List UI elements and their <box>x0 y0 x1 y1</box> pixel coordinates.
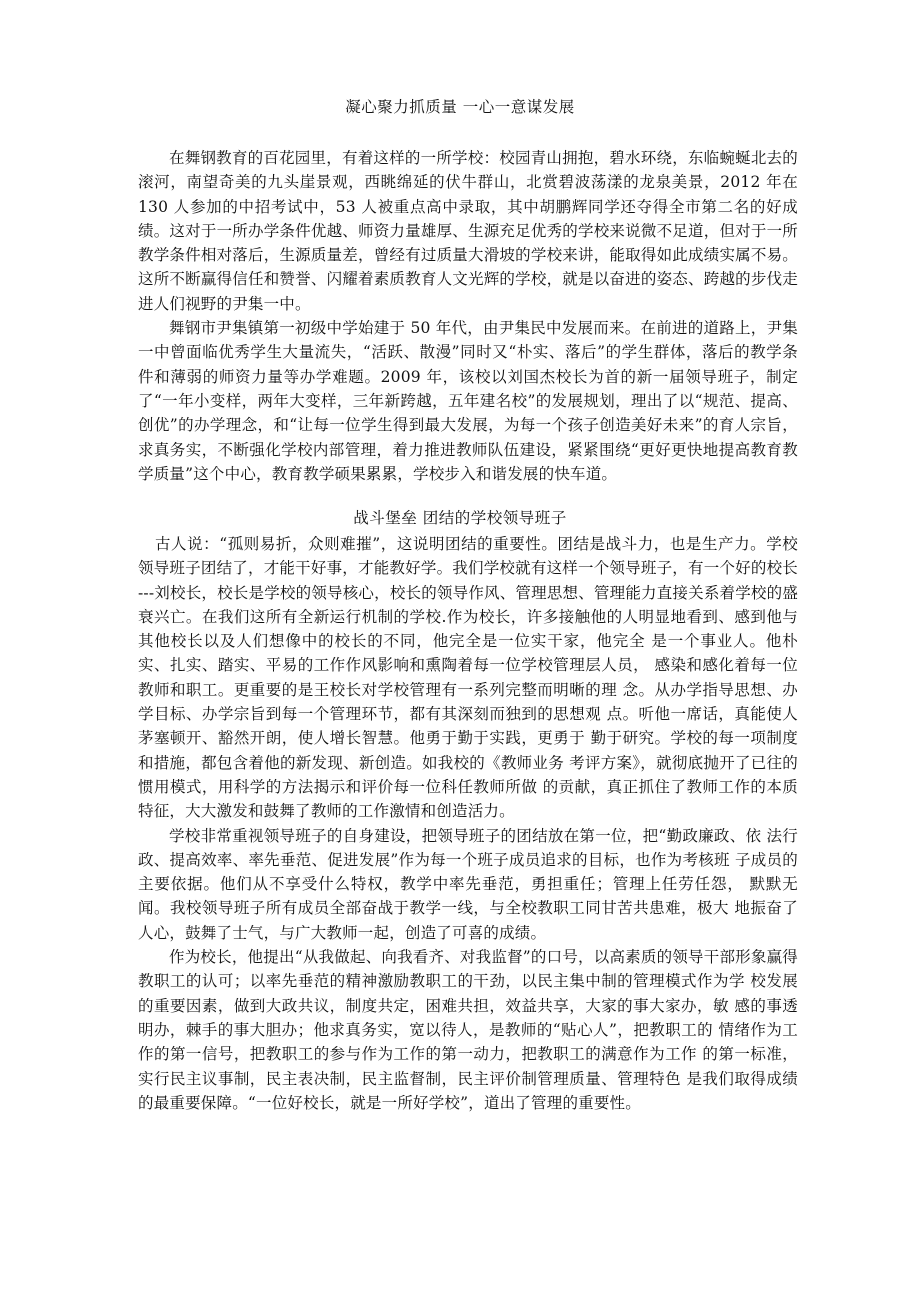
body-paragraph: 作为校长，他提出“从我做起、向我看齐、对我监督”的口号，以高素质的领导干部形象赢得教职工的认可；以率先垂范的精神激励教职工的干劲，以民主集中制的管理模式作为学 校发展的重要因素，做到大政共议，制度共定，困难共担，效益共享，大家的事大家办，敏 感的事透明办，棘手的事大胆办；他求真务实，宽以待人，是教师的“贴心人”，把教职工的 情绪作为工作的第一信号，把教职工的参与作为工作的第一动力，把教职工的满意作为工作 的第一标准，实行民主议事制，民主表决制，民主监督制，民主评价制管理质量、管理特色 是我们取得成绩的最重要保障。“一位好校长，就是一所好学校”，道出了管理的重要性。 <box>138 948 798 1112</box>
intro-section <box>138 146 798 486</box>
body-paragraph: 在舞钢教育的百花园里，有着这样的一所学校：校园青山拥抱，碧水环绕，东临蜿蜒北去的滚河，南望奇美的九头崖景观，西眺绵延的伏牛群山，北赏碧波荡漾的龙泉美景，2012 年在 130 人参加的中招考试中，53 人被重点高中录取，其中胡鹏辉同学还夺得全市第二名的好成绩。这对于一所办学条件优越、师资力量雄厚、生源充足优秀的学校来说微不足道，但对于一所教学条件相对落后，生源质量差，曾经有过质量大滑坡的学校来讲，能取得如此成绩实属不易。这所不断赢得信任和赞誉、闪耀着素质教育人文光辉的学校，就是以奋进的姿态、跨越的步伐走进人们视野的尹集一中。 <box>138 149 798 313</box>
body-paragraph: 学校非常重视领导班子的自身建设，把领导班子的团结放在第一位，把“勤政廉政、依 法行政、提高效率、率先垂范、促进发展”作为每一个班子成员追求的目标，也作为考核班 子成员的主要依据。他们从不享受什么特权，教学中率先垂范，勇担重任；管理上任劳任怨， 默默无闻。我校领导班子所有成员全部奋战于教学一线，与全校教职工同甘苦共患难，极大 地振奋了人心，鼓舞了士气，与广大教师一起，创造了可喜的成绩。 <box>138 826 798 942</box>
body-paragraph: 古人说：“孤则易折，众则难摧”，这说明团结的重要性。团结是战斗力，也是生产力。学校领导班子团结了，才能干好事，才能教好学。我们学校就有这样一个领导班子，有一个好的校长 ---刘校长，校长是学校的领导核心，校长的领导作风、管理思想、管理能力直接关系着学校的盛衰兴亡。在我们这所有全新运行机制的学校.作为校长，许多接触他的人明显地看到、感到他与其他校长以及人们想像中的校长的不同，他完全是一位实干家，他完全 是一个事业人。他朴实、扎实、踏实、平易的工作作风影响和熏陶着每一位学校管理层人员， 感染和感化着每一位教师和职工。更重要的是王校长对学校管理有一系列完整而明晰的理 念。从办学指导思想、办学目标、办学宗旨到每一个管理环节，都有其深刻而独到的思想观 点。听他一席话，真能使人茅塞顿开、豁然开朗，使人增长智慧。他勇于勤于实践，更勇于 勤于研究。学校的每一项制度和措施，都包含着他的新发现、新创造。如我校的《教师业务 考评方案》，就彻底抛开了已往的惯用模式，用科学的方法揭示和评价每一位科任教师所做 的贡献，真正抓住了教师工作的本质特征，大大激发和鼓舞了教师的工作激情和创造活力。 <box>138 535 799 821</box>
body-paragraph: 舞钢市尹集镇第一初级中学始建于 50 年代，由尹集民中发展而来。在前进的道路上，尹集一中曾面临优秀学生大量流失，“活跃、散漫”同时又“朴实、落后”的学生群体，落后的教学条件和薄弱的师资力量等办学难题。2009 年，该校以刘国杰校长为首的新一届领导班子，制定了“一年小变样，两年大变样，三年新跨越，五年建名校”的发展规划，理出了以“规范、提高、创优”的办学理念，和“让每一位学生得到最大发展，为每一个孩子创造美好未来”的育人宗旨，求真务实，不断强化学校内部管理，着力推进教师队伍建设，紧紧围绕“更好更快地提高教育教学质量”这个中心，教育教学硕果累累，学校步入和谐发展的快车道。 <box>138 319 798 483</box>
leadership-section <box>138 532 798 1115</box>
section-heading: 战斗堡垒 团结的学校领导班子 <box>353 509 567 527</box>
document-title: 凝心聚力抓质量 一心一意谋发展 <box>345 98 575 116</box>
